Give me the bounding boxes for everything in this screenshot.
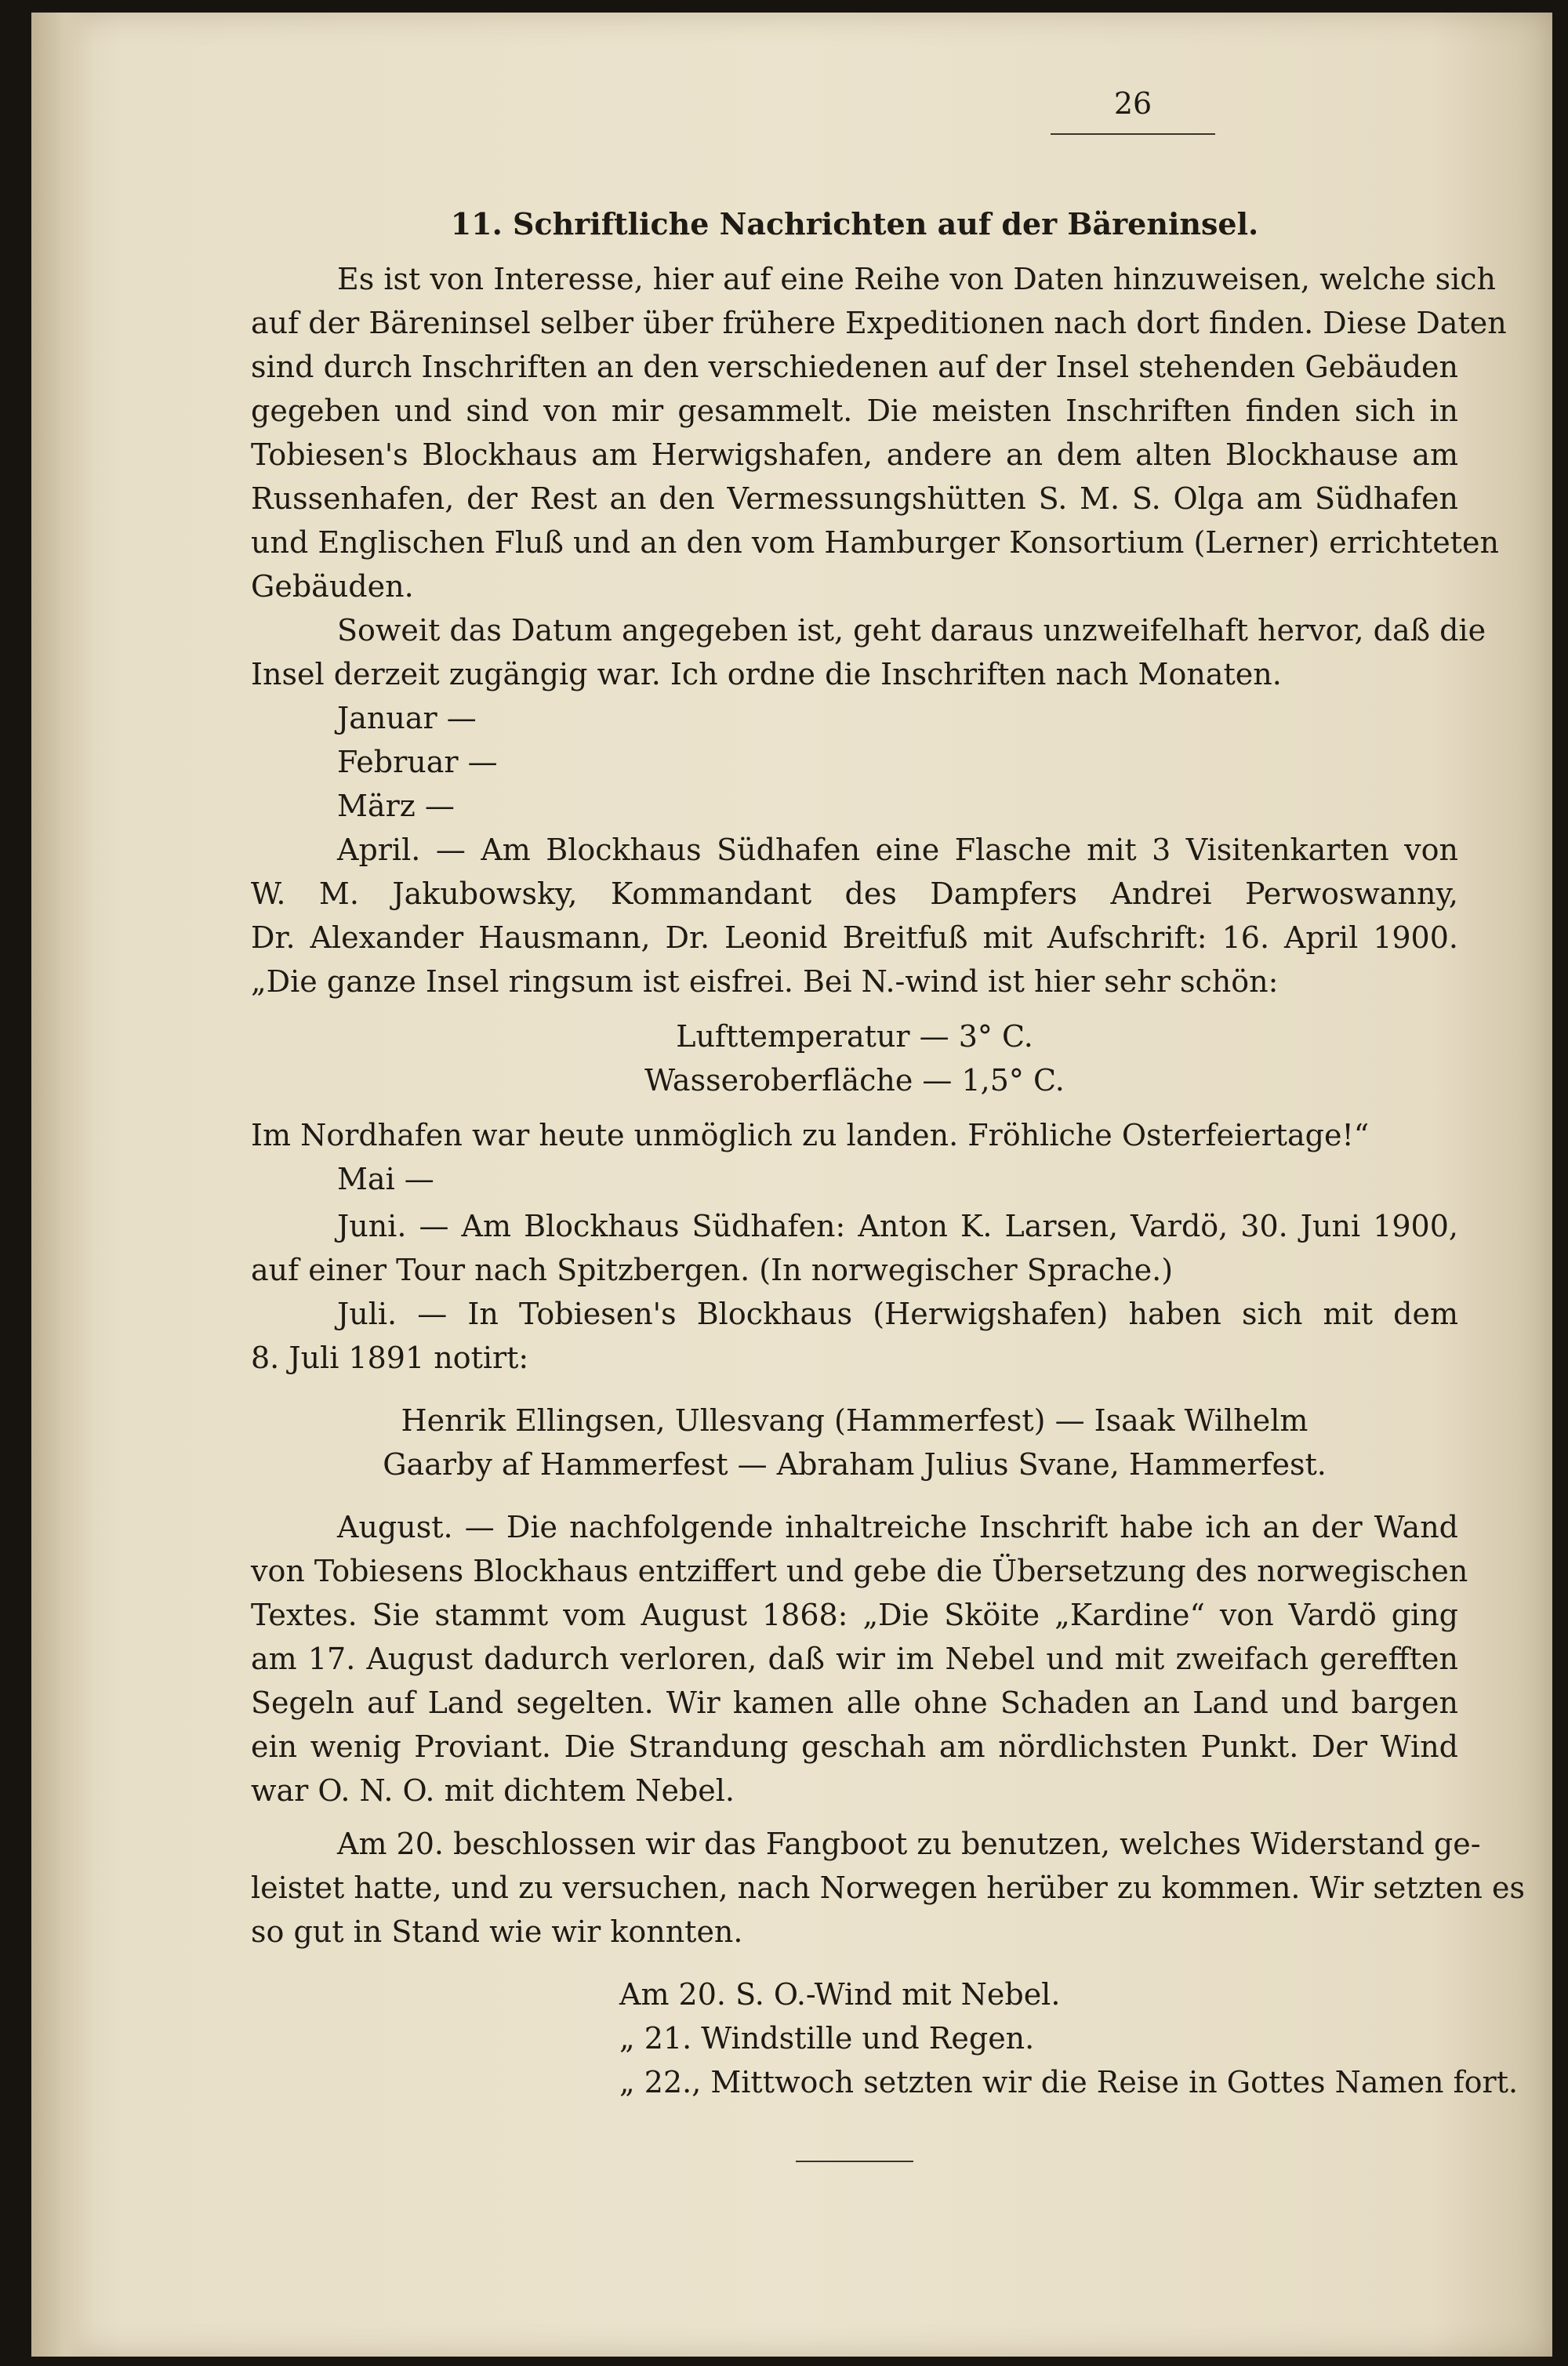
page-number: 26 [1113,86,1152,121]
text-line: W. M. Jakubowsky, Kommandant des Dampfers Andrei Perwoswanny, [251,876,1458,911]
text-line: leistet hatte, und zu versuchen, nach Norwegen herüber zu kommen. Wir setzten es [251,1871,1525,1905]
end-rule [796,2161,913,2162]
text-line: am 17. August dadurch verloren, daß wir im Nebel und mit zweifach gerefften [251,1642,1458,1676]
page-gutter [31,13,94,2357]
text-line: Russenhafen, der Rest an den Vermessungshütten S. M. S. Olga am Südhafen [251,481,1458,516]
text-line: Tobiesen's Blockhaus am Herwigshafen, andere an dem alten Blockhause am [251,437,1458,472]
text-line: Juni. — Am Blockhaus Südhafen: Anton K. Larsen, Vardö, 30. Juni 1900, [337,1209,1458,1243]
text-line: gegeben und sind von mir gesammelt. Die meisten Inschriften finden sich in [251,394,1458,428]
text-line: ein wenig Proviant. Die Strandung geschah am nördlichsten Punkt. Der Wind [251,1729,1458,1764]
text-line: Insel derzeit zugängig war. Ich ordne die Inschriften nach Monaten. [251,657,1282,691]
month-march: März — [337,789,455,823]
log-entry: „ 21. Windstille und Regen. [619,2021,1035,2056]
section-heading: 11. Schriftliche Nachrichten auf der Bäreninsel. [450,206,1259,241]
text-line: von Tobiesens Blockhaus entziffert und gebe die Übersetzung des norwegischen [251,1554,1468,1588]
air-temperature: Lufttemperatur — 3° C. [676,1019,1033,1054]
text-line: auf der Bäreninsel selber über frühere Expeditionen nach dort finden. Diese Daten [251,306,1507,340]
text-line: Soweit das Datum angegeben ist, geht daraus unzweifelhaft hervor, daß die [337,613,1486,648]
water-temperature: Wasseroberfläche — 1,5° C. [644,1063,1065,1098]
text-line: 8. Juli 1891 notirt: [251,1341,529,1375]
text-line: Textes. Sie stammt vom August 1868: „Die Sköite „Kardine“ von Vardö ging [251,1598,1458,1632]
text-line: Segeln auf Land segelten. Wir kamen alle ohne Schaden an Land und bargen [251,1686,1458,1720]
text-line: und Englischen Fluß und an den vom Hamburger Konsortium (Lerner) errichteten [251,525,1499,560]
log-entry: Am 20. S. O.-Wind mit Nebel. [619,1977,1061,2012]
text-line: Gebäuden. [251,569,414,604]
month-february: Februar — [337,745,498,779]
text-line: August. — Die nachfolgende inhaltreiche Inschrift habe ich an der Wand [337,1510,1458,1544]
top-rule [1051,133,1215,135]
names-line: Henrik Ellingsen, Ullesvang (Hammerfest) — Isaak Wilhelm [401,1403,1308,1438]
text-line: Juli. — In Tobiesen's Blockhaus (Herwigshafen) haben sich mit dem [337,1297,1458,1331]
text-line: Im Nordhafen war heute unmöglich zu landen. Fröhliche Osterfeiertage!“ [251,1118,1370,1152]
text-line: sind durch Inschriften an den verschiedenen auf der Insel stehenden Gebäuden [251,350,1458,384]
text-line: „Die ganze Insel ringsum ist eisfrei. Bei N.-wind ist hier sehr schön: [251,964,1279,999]
text-line: auf einer Tour nach Spitzbergen. (In norwegischer Sprache.) [251,1253,1174,1287]
text-line: Es ist von Interesse, hier auf eine Reihe von Daten hinzuweisen, welche sich [337,262,1496,296]
month-january: Januar — [337,701,477,735]
text-line: April. — Am Blockhaus Südhafen eine Flasche mit 3 Visitenkarten von [337,833,1458,867]
text-line: Dr. Alexander Hausmann, Dr. Leonid Breitfuß mit Aufschrift: 16. April 1900. [251,920,1458,955]
names-line: Gaarby af Hammerfest — Abraham Julius Svane, Hammerfest. [383,1447,1327,1482]
log-entry: „ 22., Mittwoch setzten wir die Reise in Gottes Namen fort. [619,2065,1519,2099]
text-line: so gut in Stand wie wir konnten. [251,1914,743,1949]
text-line: Am 20. beschlossen wir das Fangboot zu benutzen, welches Widerstand ge- [337,1827,1481,1861]
text-line: war O. N. O. mit dichtem Nebel. [251,1773,735,1808]
month-may: Mai — [337,1162,434,1196]
